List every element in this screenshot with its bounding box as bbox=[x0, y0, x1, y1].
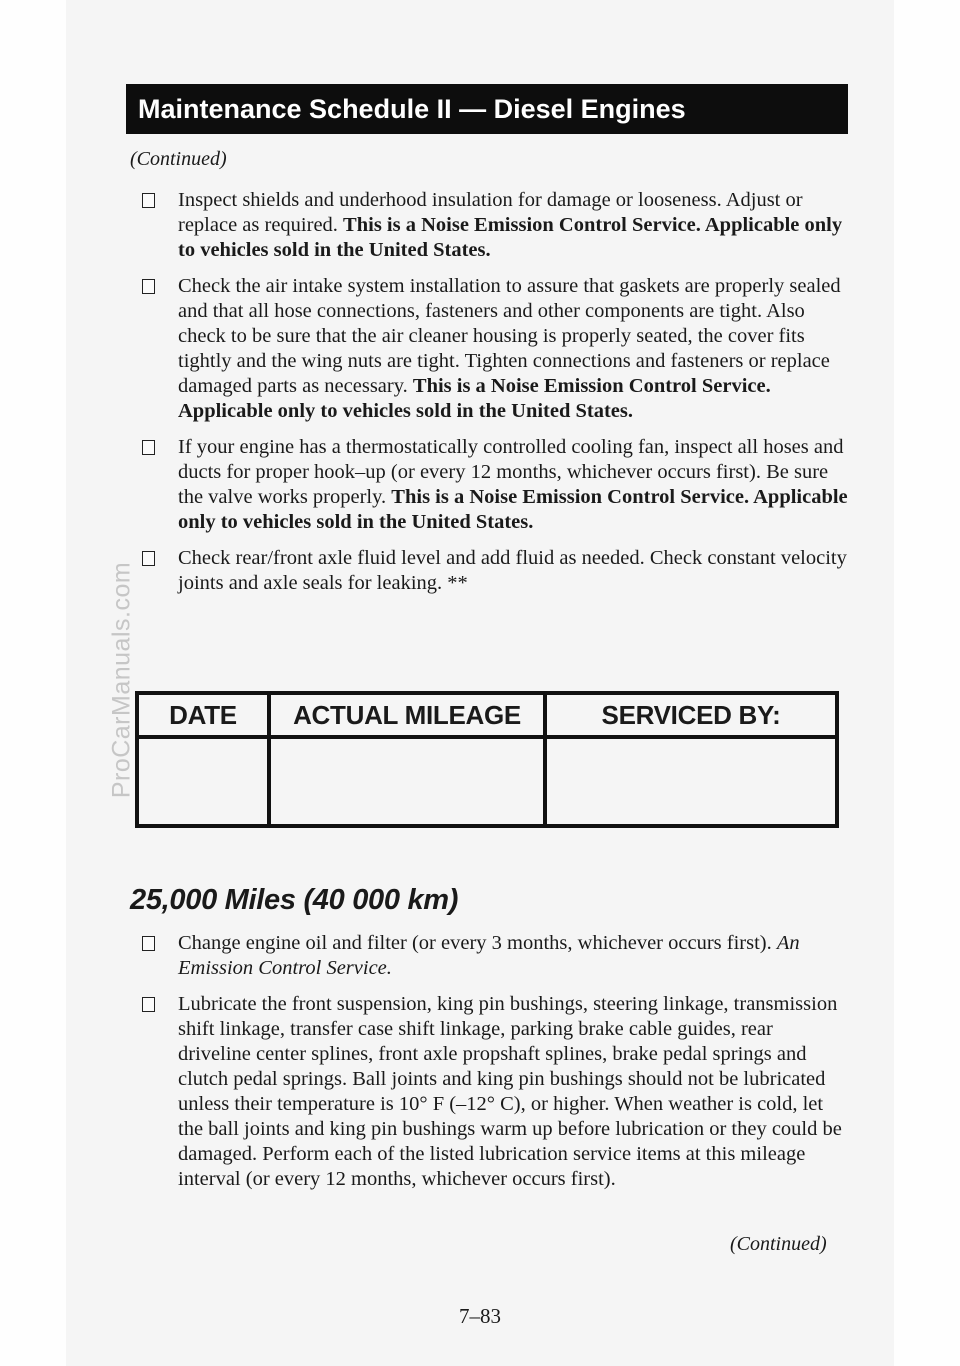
continued-label-bottom: (Continued) bbox=[730, 1233, 827, 1255]
checklist-item bbox=[140, 274, 850, 424]
table-header-serviced-by: SERVICED BY: bbox=[547, 695, 835, 739]
item-text: Check the air intake system installation to assure that gaskets are properly sealed and that all hose connections, fasteners and other components are tight. Also check to be sure that the air cleaner housing is properly seated, the cover fits tightly and the wing nuts are tight. Tighten connections and fasteners or replace damaged parts as necessary. bbox=[178, 275, 841, 397]
checkbox-icon[interactable] bbox=[142, 551, 155, 566]
item-bold-note: This is a Noise Emission Control Service. Applicable only to vehicles sold in the United States. bbox=[178, 486, 848, 533]
item-text: Lubricate the front suspension, king pin bushings, steering linkage, transmission shift linkage, transfer case shift linkage, parking brake cable guides, rear driveline center splines, front axle propshaft splines, brake pedal springs and clutch pedal springs. Ball joints and king pin bushings should not be lubricated unless their temperature is 10° F (–12° C), or higher. When weather is cold, let the ball joints and king pin bushings warm up before lubrication or they could be damaged. Perform each of the listed lubrication service items at this mileage interval (or every 12 months, whichever occurs first). bbox=[178, 993, 842, 1190]
table-header-mileage: ACTUAL MILEAGE bbox=[271, 695, 547, 739]
checklist-item bbox=[140, 188, 850, 263]
checklist-item bbox=[140, 992, 850, 1192]
item-bold-note: This is a Noise Emission Control Service. Applicable only to vehicles sold in the United States. bbox=[178, 375, 771, 422]
date-entry-cell[interactable] bbox=[139, 739, 271, 824]
continued-label-top: (Continued) bbox=[130, 148, 227, 170]
item-italic-note: An Emission Control Service. bbox=[178, 932, 800, 979]
service-record-table bbox=[135, 691, 839, 828]
item-text: Inspect shields and underhood insulation for damage or looseness. Adjust or replace as required. bbox=[178, 189, 803, 236]
mileage-section-heading: 25,000 Miles (40 000 km) bbox=[130, 884, 459, 916]
section-header bbox=[126, 84, 848, 134]
serviced-by-entry-cell[interactable] bbox=[547, 739, 835, 824]
checklist-bottom bbox=[140, 931, 850, 1203]
page-number: 7–83 bbox=[459, 1304, 501, 1328]
item-text: Check rear/front axle fluid level and add fluid as needed. Check constant velocity joints and axle seals for leaking. ** bbox=[178, 547, 847, 594]
table-header-date: DATE bbox=[139, 695, 271, 739]
checklist-item bbox=[140, 546, 850, 596]
checkbox-icon[interactable] bbox=[142, 440, 155, 455]
item-bold-note: This is a Noise Emission Control Service. Applicable only to vehicles sold in the United States. bbox=[178, 214, 843, 261]
checklist-item bbox=[140, 435, 850, 535]
checkbox-icon[interactable] bbox=[142, 279, 155, 294]
watermark-text: ProCarManuals.com bbox=[107, 561, 136, 799]
item-text: Change engine oil and filter (or every 3 months, whichever occurs first). bbox=[178, 932, 777, 954]
section-header-title: Maintenance Schedule II — Diesel Engines bbox=[138, 93, 686, 124]
checklist-item bbox=[140, 931, 850, 981]
checkbox-icon[interactable] bbox=[142, 997, 155, 1012]
checklist-top bbox=[140, 188, 850, 607]
checkbox-icon[interactable] bbox=[142, 193, 155, 208]
item-text: If your engine has a thermostatically controlled cooling fan, inspect all hoses and ducts for proper hook–up (or every 12 months, whichever occurs first). Be sure the valve works properly. bbox=[178, 436, 844, 508]
mileage-entry-cell[interactable] bbox=[271, 739, 547, 824]
checkbox-icon[interactable] bbox=[142, 936, 155, 951]
